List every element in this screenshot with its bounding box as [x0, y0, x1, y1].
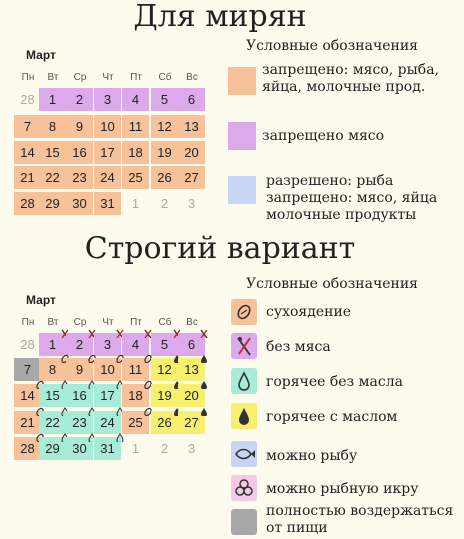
day-cell[interactable]: 24 [94, 166, 121, 189]
day-cell[interactable]: 6 [178, 88, 205, 111]
day-cell[interactable]: 8 [39, 358, 66, 381]
legend-text-dry-food: сухоядение [266, 304, 352, 320]
day-cell[interactable]: 1 [39, 333, 66, 356]
day-cell[interactable]: 27 [178, 166, 205, 189]
day-cell[interactable]: 4 [122, 333, 149, 356]
day-cell[interactable]: 28 [20, 337, 35, 352]
oil-drop-icon [199, 407, 208, 416]
abstain-icon [231, 509, 257, 535]
day-cell[interactable]: 16 [66, 141, 93, 164]
legend-text-hot-with-oil: горячее с маслом [266, 409, 398, 425]
weekday-3: Чт [102, 72, 114, 83]
day-cell[interactable]: 18 [122, 141, 149, 164]
weekday-6: Вс [186, 72, 198, 83]
day-cell[interactable]: 3 [187, 196, 196, 211]
day-cell[interactable]: 22 [39, 166, 66, 189]
day-cell[interactable]: 31 [94, 192, 121, 215]
day-cell[interactable]: 18 [122, 384, 149, 407]
day-cell[interactable]: 31 [94, 437, 121, 460]
day-cell[interactable]: 24 [94, 411, 121, 434]
legend-text-fish: можно рыбу [266, 448, 358, 464]
day-cell[interactable]: 3 [94, 333, 121, 356]
caviar-icon [231, 475, 257, 501]
day-cell[interactable]: 9 [66, 358, 93, 381]
weekday-2: Ср [73, 72, 87, 83]
day-cell[interactable]: 28 [20, 92, 35, 107]
day-cell[interactable]: 7 [14, 358, 41, 381]
day-cell[interactable]: 15 [39, 141, 66, 164]
day-cell[interactable]: 2 [66, 88, 93, 111]
day-cell[interactable]: 15 [39, 384, 66, 407]
legend-swatch-fish-allowed [228, 176, 256, 204]
oil-drop-icon [199, 380, 208, 389]
day-cell[interactable]: 1 [131, 441, 140, 456]
day-cell[interactable]: 11 [122, 115, 149, 138]
day-cell[interactable]: 21 [14, 166, 41, 189]
weekday-0: Пн [21, 72, 35, 83]
day-cell[interactable]: 27 [178, 411, 205, 434]
day-cell[interactable]: 7 [14, 115, 41, 138]
fish-icon [231, 441, 257, 467]
day-cell[interactable]: 16 [66, 384, 93, 407]
day-cell[interactable]: 1 [39, 88, 66, 111]
day-cell[interactable]: 17 [94, 141, 121, 164]
day-cell[interactable]: 8 [39, 115, 66, 138]
day-cell[interactable]: 17 [94, 384, 121, 407]
day-cell[interactable]: 12 [151, 358, 178, 381]
day-cell[interactable]: 5 [151, 88, 178, 111]
day-cell[interactable]: 2 [66, 333, 93, 356]
day-cell[interactable]: 4 [122, 88, 149, 111]
legend-text-meat-forbidden: запрещено мясо [262, 128, 385, 144]
legend-text-all-forbidden: запрещено: мясо, рыба, яйца, молочные прод. [262, 62, 440, 95]
month-label-strict: Март [26, 293, 56, 307]
weekday-3: Чт [102, 317, 114, 328]
day-cell[interactable]: 21 [14, 411, 41, 434]
day-cell[interactable]: 20 [178, 384, 205, 407]
oil-drop-icon [231, 403, 257, 429]
day-cell[interactable]: 3 [187, 441, 196, 456]
weekday-2: Ср [73, 317, 87, 328]
weekday-4: Пт [130, 72, 142, 83]
legend-text-no-meat: без мяса [266, 339, 331, 355]
no-meat-icon [199, 329, 208, 338]
hot-drop-icon [231, 368, 257, 394]
month-label-top: Март [26, 48, 56, 62]
no-meat-icon [231, 333, 257, 359]
day-cell[interactable]: 1 [131, 196, 140, 211]
day-cell[interactable]: 11 [122, 358, 149, 381]
day-cell[interactable]: 14 [14, 141, 41, 164]
weekday-5: Сб [158, 72, 172, 83]
day-cell[interactable]: 25 [122, 411, 149, 434]
day-cell[interactable]: 19 [151, 384, 178, 407]
day-cell[interactable]: 30 [66, 437, 93, 460]
day-cell[interactable]: 29 [39, 192, 66, 215]
day-cell[interactable]: 28 [14, 437, 41, 460]
page-title-strict: Строгий вариант [84, 231, 356, 266]
legend-text-hot-no-oil: горячее без масла [266, 374, 403, 390]
day-cell[interactable]: 20 [178, 141, 205, 164]
day-cell[interactable]: 5 [151, 333, 178, 356]
legend-title-strict: Условные обозначения [246, 276, 419, 292]
day-cell[interactable]: 19 [151, 141, 178, 164]
dry-food-icon [231, 299, 257, 325]
legend-text-fish-allowed: разрешено: рыба запрещено: мясо, яйца молочные продукты [266, 173, 438, 223]
weekday-1: Вт [47, 317, 59, 328]
day-cell[interactable]: 28 [14, 192, 41, 215]
day-cell[interactable]: 13 [178, 115, 205, 138]
weekday-5: Сб [158, 317, 172, 328]
oil-drop-icon [199, 354, 208, 363]
day-cell[interactable]: 13 [178, 358, 205, 381]
day-cell[interactable]: 12 [151, 115, 178, 138]
day-cell[interactable]: 22 [39, 411, 66, 434]
weekday-6: Вс [186, 317, 198, 328]
legend-swatch-all-forbidden [228, 67, 256, 95]
day-cell[interactable]: 2 [160, 441, 169, 456]
weekday-1: Вт [47, 72, 59, 83]
day-cell[interactable]: 23 [66, 166, 93, 189]
day-cell[interactable]: 14 [14, 384, 41, 407]
day-cell[interactable]: 2 [160, 196, 169, 211]
day-cell[interactable]: 25 [122, 166, 149, 189]
legend-text-caviar: можно рыбную икру [266, 481, 419, 497]
day-cell[interactable]: 9 [66, 115, 93, 138]
day-cell[interactable]: 30 [66, 192, 93, 215]
page-title-laity: Для мирян [133, 0, 307, 34]
day-cell[interactable]: 10 [94, 358, 121, 381]
weekday-4: Пт [130, 317, 142, 328]
legend-title-top: Условные обозначения [246, 38, 419, 54]
day-cell[interactable]: 6 [178, 333, 205, 356]
day-cell[interactable]: 26 [151, 411, 178, 434]
day-cell[interactable]: 10 [94, 115, 121, 138]
legend-text-abstain: полностью воздержаться от пищи [266, 503, 454, 536]
day-cell[interactable]: 26 [151, 166, 178, 189]
day-cell[interactable]: 29 [39, 437, 66, 460]
day-cell[interactable]: 23 [66, 411, 93, 434]
weekday-0: Пн [21, 317, 35, 328]
day-cell[interactable]: 3 [94, 88, 121, 111]
legend-swatch-meat-forbidden [228, 122, 256, 150]
